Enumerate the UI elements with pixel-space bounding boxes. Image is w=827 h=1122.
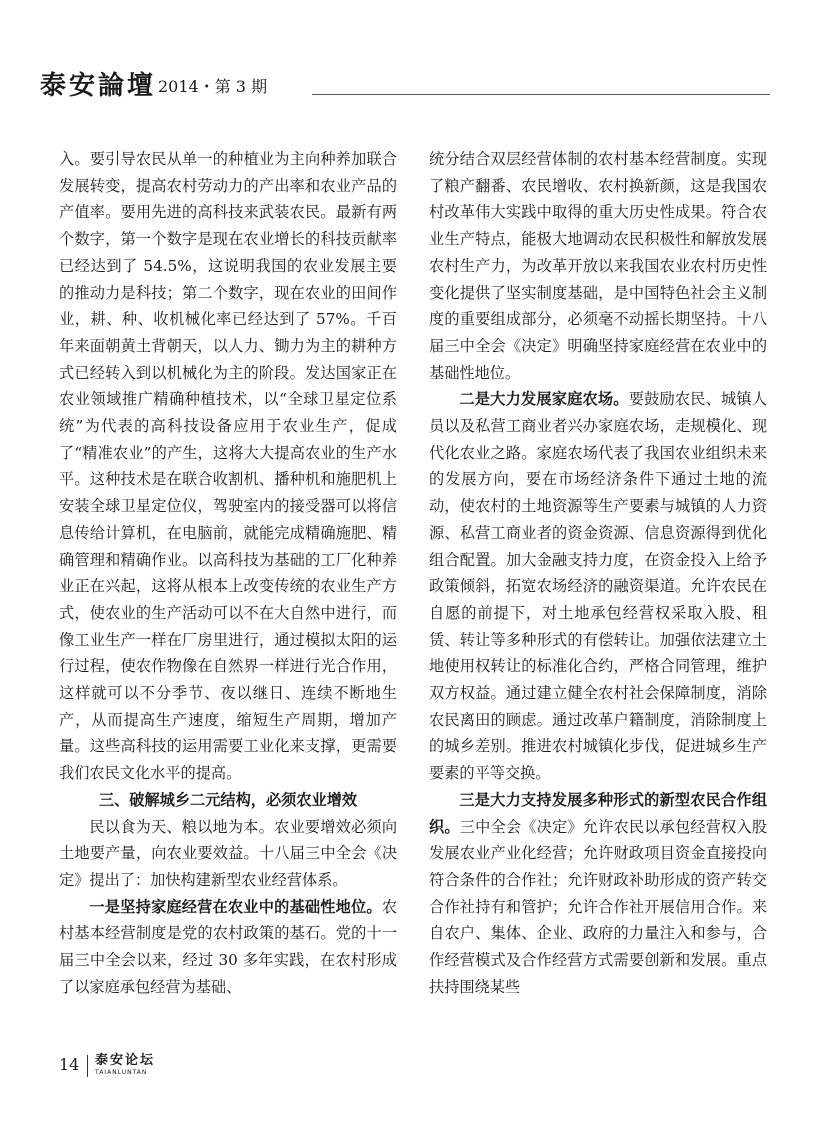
right-column — [429, 146, 767, 1001]
page-number: 14 — [59, 1055, 80, 1074]
paragraph — [429, 787, 767, 1001]
paragraph-body: 农村基本经营制度是党的农村政策的基石。党的十一届三中全会以来，经过 30 多年实践，在农村形成了以家庭承包经营为基础、 — [59, 897, 397, 996]
paragraph-lead: 二是大力发展家庭农场。 — [459, 390, 629, 409]
page-header — [40, 72, 770, 100]
header-rule — [312, 94, 770, 95]
paragraph-body: 要鼓励农民、城镇人员以及私营工商业者兴办家庭农场，走规模化、现代化农业之路。家庭农场代表了我国农业组织未来的发展方向，要在市场经济条件下通过土地的流动，使农村的土地资源等生产要素与城镇的人力资源、私营工商业者的资金资源、信息资源得到优化组合配置。加大金融支持力度，在资金投入上给予政策倾斜，拓宽农场经济的融资渠道。允许农民在自愿的前提下，对土地承包经营权采取入股、租赁、转让等多种形式的有偿转让。加强依法建立土地使用权转让的标准化合约，严格合同管理，维护双方权益。通过建立健全农村社会保障制度，消除农民离田的顾虑。通过改革户籍制度，消除制度上的城乡差别。推进农村城镇化步伐，促进城乡生产要素的平等交换。 — [429, 390, 767, 783]
paragraph-lead: 三是大力支持发展多种形式的新型农民合作组织。 — [429, 790, 767, 836]
paragraph: 民以食为天、粮以地为本。农业要增效必须向土地要产量，向农业要效益。十八届三中全会《决定》提出了：加快构建新型农业经营体系。 — [59, 817, 397, 889]
footer-divider — [87, 1055, 88, 1077]
paragraph — [429, 386, 767, 787]
left-column — [59, 146, 397, 1001]
footer-journal-name: 泰安论坛 — [95, 1053, 156, 1068]
issue-label: 2014・第 3 期 — [158, 77, 268, 96]
paragraph — [59, 894, 397, 1001]
paragraph-lead: 一是坚持家庭经营在农业中的基础性地位。 — [89, 897, 382, 916]
paragraph: 入。要引导农民从单一的种植业为主向种养加联合发展转变，提高农村劳动力的产出率和农业产品的产值率。要用先进的高科技来武装农民。最新有两个数字，第一个数字是现在农业增长的科技贡献率已经达到了 54.5%，这说明我国的农业发展主要的推动力是科技；第二个数字，现在农业的田间作业，耕、种、收机械化率已经达到了 57%。千百年来面朝黄土背朝天，以人力、锄力为主的耕种方式已经转入到以机械化为主的阶段。发达国家正在农业领域推广精确种植技术，以“全球卫星定位系统”为代表的高科技设备应用于农业生产，促成了“精准农业”的产生，这将大大提高农业的生产水平。这种技术是在联合收割机、播种机和施肥机上安装全球卫星定位仪，驾驶室内的接受器可以将信息传给计算机，在电脑前，就能完成精确施肥、精确管理和精确作业。以高科技为基础的工厂化种养业正在兴起，这将从根本上改变传统的农业生产方式，使农业的生产活动可以不在大自然中进行，而像工业生产一样在厂房里进行，通过模拟太阳的运行过程，使农作物像在自然界一样进行光合作用，这样就可以不分季节、夜以继日、连续不断地生产，从而提高生产速度，缩短生产周期，增加产量。这些高科技的运用需要工业化来支撑，更需要我们农民文化水平的提高。 — [59, 150, 397, 783]
journal-logo: 泰安論壇 — [40, 71, 157, 101]
footer-pinyin: TAIANLUNTAN — [95, 1069, 148, 1076]
paragraph-body: 三中全会《决定》允许农民以承包经营权入股发展农业产业化经营；允许财政项目资金直接投向符合条件的合作社；允许财政补助形成的资产转交合作社持有和管护；允许合作社开展信用合作。来自农户、集体、企业、政府的力量注入和参与，合作经营模式及合作经营方式需要创新和发展。重点扶持围绕某些 — [429, 817, 768, 996]
paragraph: 统分结合双层经营体制的农村基本经营制度。实现了粮产翻番、农民增收、农村换新颜，这是我国农村改革伟大实践中取得的重大历史性成果。符合农业生产特点，能极大地调动农民积极性和解放发展农村生产力，为改革开放以来我国农业农村历史性变化提供了坚实制度基础，是中国特色社会主义制度的重要组成部分，必须毫不动摇长期坚持。十八届三中全会《决定》明确坚持家庭经营在农业中的基础性地位。 — [429, 150, 767, 382]
section-heading: 三、破解城乡二元结构，必须农业增效 — [98, 790, 358, 809]
